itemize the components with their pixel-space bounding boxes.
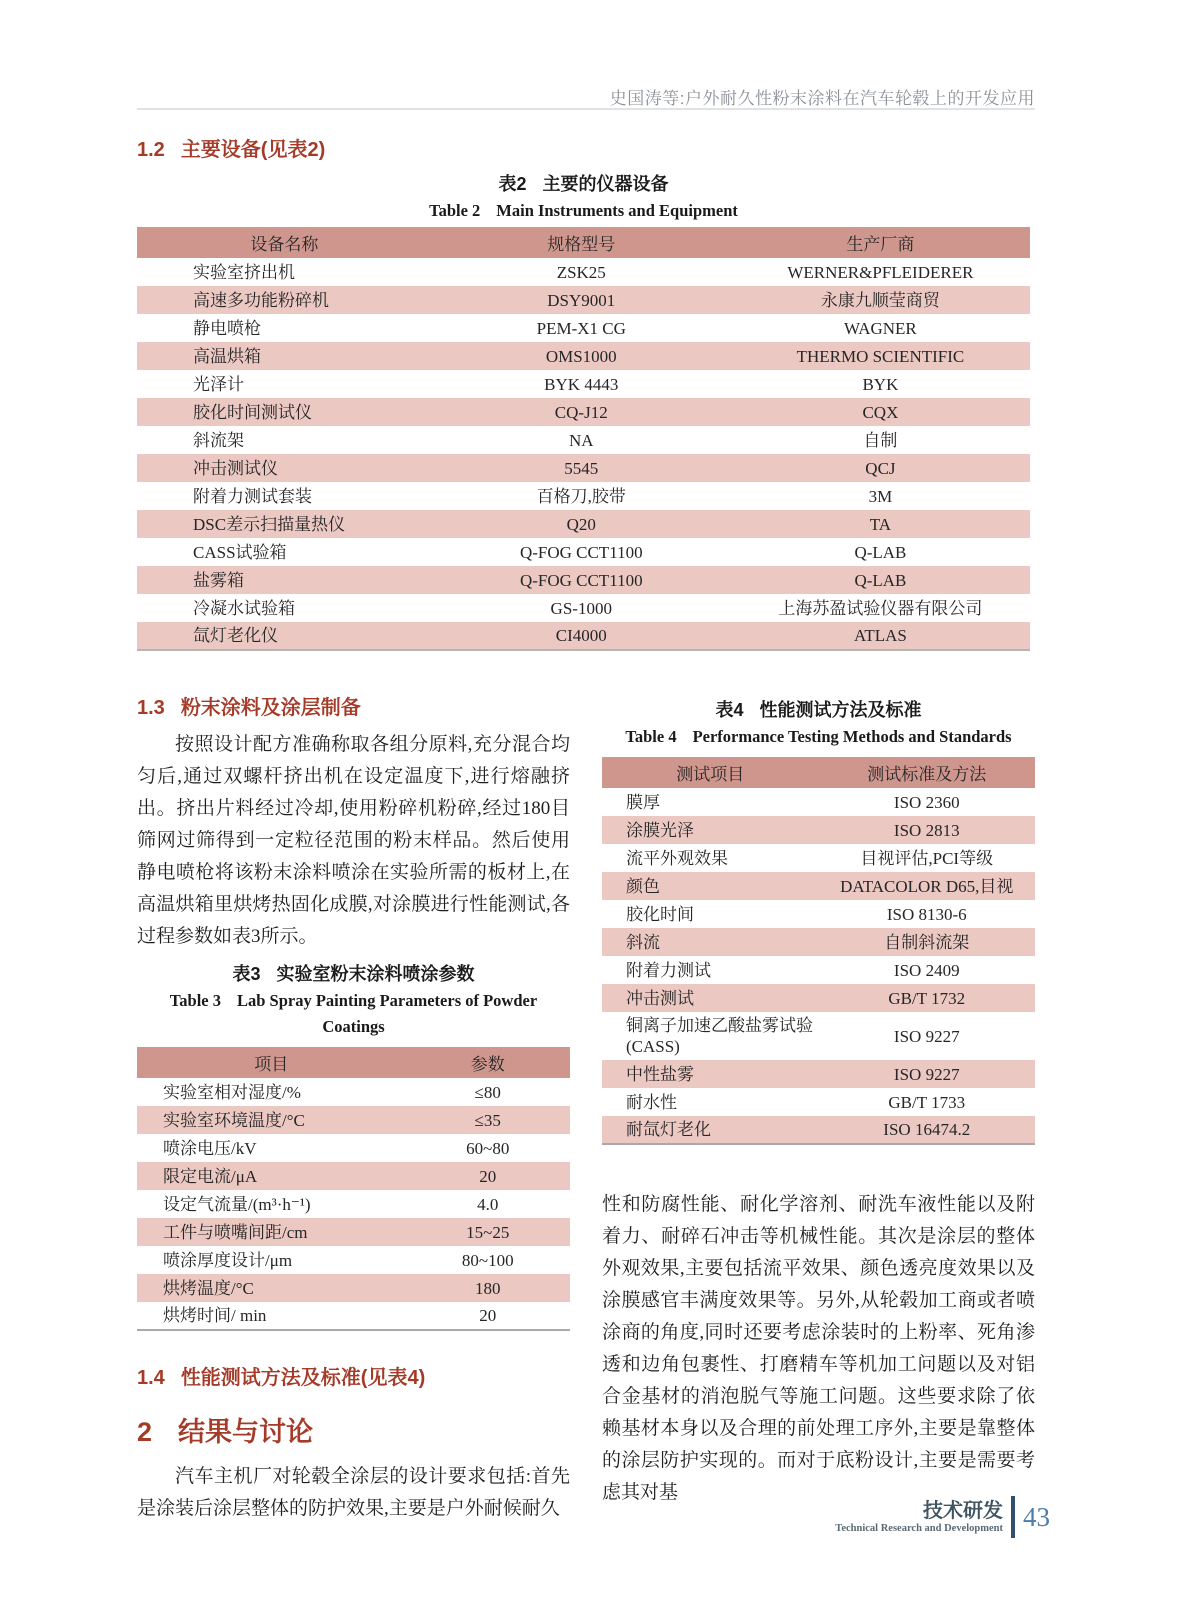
test-standard-cell: ISO 9227 xyxy=(893,1026,960,1046)
equipment-table-row xyxy=(137,622,1030,650)
left-column xyxy=(137,695,570,1525)
equipment-table-row xyxy=(137,594,1030,622)
testing-methods-row xyxy=(602,984,1035,1012)
manufacturer-cell: WAGNER xyxy=(844,318,917,338)
section-number: 1.4 xyxy=(137,1367,165,1389)
testing-methods-row xyxy=(602,900,1035,928)
spray-parameters-header-row xyxy=(137,1047,570,1078)
table3-label-en: Table 3 xyxy=(169,991,221,1010)
test-item-cell: 冲击测试 xyxy=(602,984,819,1012)
parameter-item-cell: 设定气流量/(m³·h⁻¹) xyxy=(163,1194,311,1214)
spray-parameters-table xyxy=(137,1047,570,1331)
table4-caption-en xyxy=(602,724,1035,750)
page-footer xyxy=(690,1496,1050,1538)
device-name-cell: 附着力测试套装 xyxy=(193,486,312,506)
device-name-cell: CASS试验箱 xyxy=(193,542,287,562)
equipment-table-row xyxy=(137,426,1030,454)
manufacturer-cell: 上海苏盈试验仪器有限公司 xyxy=(778,598,983,618)
equipment-table-row xyxy=(137,370,1030,398)
spray-parameters-row xyxy=(137,1302,570,1330)
equipment-table-row xyxy=(137,314,1030,342)
testing-methods-row xyxy=(602,844,1035,872)
table3-caption-en xyxy=(137,988,570,1040)
manufacturer-cell: THERMO SCIENTIFIC xyxy=(731,342,1030,370)
manufacturer-cell: Q-LAB xyxy=(731,566,1030,594)
footer-column-en: Technical Research and Development xyxy=(835,1522,1003,1534)
spray-parameters-row xyxy=(137,1162,570,1190)
test-standard-cell: ISO 9227 xyxy=(819,1060,1036,1088)
testing-methods-row xyxy=(602,956,1035,984)
parameter-value-cell: 60~80 xyxy=(466,1138,510,1158)
column-header-device-name: 设备名称 xyxy=(137,227,432,258)
testing-methods-table xyxy=(602,757,1035,1145)
test-item-cell: 斜流 xyxy=(602,928,819,956)
spray-parameters-row xyxy=(137,1078,570,1106)
preparation-paragraph: 按照设计配方准确称取各组分原料,充分混合均匀后,通过双螺杆挤出机在设定温度下,进行熔融挤出。挤出片料经过冷却,使用粉碎机粉碎,经过180目筛网过筛得到一定粒径范围的粉末样品。然后使用静电喷枪将该粉末涂料喷涂在实验所需的板材上,在高温烘箱里烘烤热固化成膜,对涂膜进行性能测试,各过程参数如表3所示。 xyxy=(137,734,570,947)
test-standard-cell: GB/T 1733 xyxy=(888,1092,966,1112)
equipment-table-row xyxy=(137,286,1030,314)
model-cell: DSY9001 xyxy=(432,286,731,314)
equipment-table-row xyxy=(137,538,1030,566)
test-item-cell: 耐水性 xyxy=(626,1092,677,1112)
parameter-item-cell: 限定电流/μA xyxy=(137,1162,405,1190)
section-number: 1.3 xyxy=(137,697,165,719)
test-item-cell: 流平外观效果 xyxy=(626,848,728,868)
test-standard-cell: ISO 2409 xyxy=(893,960,960,980)
section-title: 性能测试方法及标准(见表4) xyxy=(180,1367,426,1389)
table4-label-en: Table 4 xyxy=(625,727,677,746)
test-item-cell: 膜厚 xyxy=(626,792,660,812)
model-cell: Q20 xyxy=(432,510,731,538)
device-name-cell: 实验室挤出机 xyxy=(193,262,295,282)
table4-title-cn: 性能测试方法及标准 xyxy=(759,700,922,720)
parameter-item-cell: 喷涂电压/kV xyxy=(163,1138,257,1158)
model-cell: GS-1000 xyxy=(550,598,612,618)
section-heading-1-4 xyxy=(137,1365,570,1391)
device-name-cell: 冲击测试仪 xyxy=(137,454,432,482)
manufacturer-cell: QCJ xyxy=(731,454,1030,482)
testing-methods-row xyxy=(602,928,1035,956)
test-standard-cell: GB/T 1732 xyxy=(819,984,1036,1012)
running-title: 史国涛等:户外耐久性粉末涂料在汽车轮毂上的开发应用 xyxy=(609,89,1035,108)
device-name-cell: 静电喷枪 xyxy=(193,318,261,338)
section-title: 粉末涂料及涂层制备 xyxy=(180,697,361,719)
equipment-table-row xyxy=(137,258,1030,286)
section-heading-1-3 xyxy=(137,695,570,721)
footer-column-labels xyxy=(835,1500,1003,1535)
test-item-cell: 涂膜光泽 xyxy=(602,816,819,844)
column-header-item: 项目 xyxy=(137,1047,405,1078)
manufacturer-cell: BYK xyxy=(862,374,899,394)
test-item-cell: 中性盐雾 xyxy=(602,1060,819,1088)
test-standard-cell: 自制斜流架 xyxy=(819,928,1036,956)
test-item-cell: 颜色 xyxy=(602,872,819,900)
device-name-cell: 光泽计 xyxy=(193,374,244,394)
test-item-cell: 附着力测试 xyxy=(626,960,711,980)
right-column xyxy=(602,697,1035,1509)
table3-captions xyxy=(137,961,570,1040)
equipment-table xyxy=(137,227,1030,651)
test-standard-cell: ISO 2813 xyxy=(819,816,1036,844)
results-paragraph-left: 汽车主机厂对轮毂全涂层的设计要求包括:首先是涂装后涂层整体的防护效果,主要是户外耐候耐久 xyxy=(137,1466,570,1519)
device-name-cell: 高温烘箱 xyxy=(137,342,432,370)
spray-parameters-row xyxy=(137,1190,570,1218)
parameter-item-cell: 工件与喷嘴间距/cm xyxy=(137,1218,405,1246)
spray-parameters-row xyxy=(137,1106,570,1134)
test-standard-cell: 目视评估,PCI等级 xyxy=(860,848,994,868)
section-number: 2 xyxy=(137,1417,153,1447)
test-item-cell: 耐氙灯老化 xyxy=(602,1116,819,1144)
test-item-cell: 铜离子加速乙酸盐雾试验(CASS) xyxy=(626,1016,813,1056)
testing-methods-row xyxy=(602,1012,1035,1060)
table2-label-en: Table 2 xyxy=(429,201,481,220)
equipment-table-row xyxy=(137,482,1030,510)
section-number: 1.2 xyxy=(137,139,165,161)
testing-methods-row xyxy=(602,1116,1035,1144)
section-heading-2 xyxy=(137,1415,570,1449)
spray-parameters-row xyxy=(137,1218,570,1246)
model-cell: Q-FOG CCT1100 xyxy=(519,542,643,562)
testing-methods-row xyxy=(602,1060,1035,1088)
table2-label-cn: 表2 xyxy=(498,174,527,194)
test-standard-cell: DATACOLOR D65,目视 xyxy=(819,872,1036,900)
page-number: 43 xyxy=(1023,1501,1050,1532)
column-header-standard: 测试标准及方法 xyxy=(819,757,1036,788)
testing-methods-row xyxy=(602,816,1035,844)
column-header-test-item: 测试项目 xyxy=(602,757,819,788)
spray-parameters-row xyxy=(137,1134,570,1162)
column-header-manufacturer: 生产厂商 xyxy=(731,227,1030,258)
parameter-item-cell: 烘烤时间/ min xyxy=(163,1306,267,1325)
device-name-cell: 斜流架 xyxy=(193,430,244,450)
model-cell: ZSK25 xyxy=(556,262,606,282)
spray-parameters-row xyxy=(137,1274,570,1302)
manufacturer-cell: TA xyxy=(731,510,1030,538)
manufacturer-cell: CQX xyxy=(731,398,1030,426)
test-standard-cell: ISO 8130-6 xyxy=(886,904,967,924)
equipment-table-row xyxy=(137,342,1030,370)
parameter-value-cell: ≤35 xyxy=(405,1106,570,1134)
model-cell: Q-FOG CCT1100 xyxy=(432,566,731,594)
equipment-table-row xyxy=(137,454,1030,482)
testing-methods-header-row xyxy=(602,757,1035,788)
device-name-cell: 高速多功能粉碎机 xyxy=(137,286,432,314)
parameter-value-cell: 15~25 xyxy=(405,1218,570,1246)
table3-caption-cn xyxy=(137,961,570,987)
parameter-value-cell: 180 xyxy=(405,1274,570,1302)
column-header-model: 规格型号 xyxy=(432,227,731,258)
section-heading-1-2 xyxy=(137,137,325,163)
manufacturer-cell: 3M xyxy=(868,486,893,506)
model-cell: 百格刀,胶带 xyxy=(536,486,626,506)
model-cell: CI4000 xyxy=(432,622,731,650)
model-cell: BYK 4443 xyxy=(544,374,619,394)
parameter-item-cell: 实验室环境温度/°C xyxy=(137,1106,405,1134)
device-name-cell: 盐雾箱 xyxy=(137,566,432,594)
device-name-cell: 冷凝水试验箱 xyxy=(193,598,295,618)
parameter-item-cell: 喷涂厚度设计/μm xyxy=(163,1250,293,1270)
table2-caption-cn xyxy=(137,171,1030,197)
testing-methods-row xyxy=(602,788,1035,816)
table3-title-en: Lab Spray Painting Parameters of Powder Coatings xyxy=(237,991,538,1036)
equipment-table-wrap xyxy=(137,227,1030,651)
column-header-parameter: 参数 xyxy=(405,1047,570,1078)
section-title: 主要设备(见表2) xyxy=(180,139,326,161)
equipment-table-header-row xyxy=(137,227,1030,258)
test-standard-cell: ISO 16474.2 xyxy=(819,1116,1036,1144)
model-cell: CQ-J12 xyxy=(432,398,731,426)
results-paragraph-right: 性和防腐性能、耐化学溶剂、耐洗车液性能以及附着力、耐碎石冲击等机械性能。其次是涂层的整体外观效果,主要包括流平效果、颜色透亮度效果以及涂膜感官丰满度效果等。另外,从轮毂加工商或者喷涂商的角度,同时还要考虑涂装时的上粉率、死角渗透和边角包裹性、打磨精车等机加工问题以及对铝合金基材的消泡脱气等施工问题。这些要求除了依赖基材本身以及合理的前处理工序外,主要是靠整体的涂层防护实现的。而对于底粉设计,主要是需要考虑其对基 xyxy=(602,1194,1035,1503)
equipment-table-row xyxy=(137,510,1030,538)
section-title: 结果与讨论 xyxy=(178,1417,314,1447)
table2-title-en: Main Instruments and Equipment xyxy=(496,201,738,220)
parameter-value-cell: 80~100 xyxy=(461,1250,514,1270)
model-cell: OMS1000 xyxy=(432,342,731,370)
device-name-cell: DSC差示扫描量热仪 xyxy=(137,510,432,538)
parameter-item-cell: 烘烤温度/°C xyxy=(137,1274,405,1302)
table4-label-cn: 表4 xyxy=(715,700,744,720)
testing-methods-row xyxy=(602,872,1035,900)
table4-caption-cn xyxy=(602,697,1035,723)
test-item-cell: 胶化时间 xyxy=(626,904,694,924)
table3-label-cn: 表3 xyxy=(232,964,261,984)
parameter-value-cell: 20 xyxy=(405,1162,570,1190)
table2-title-cn: 主要的仪器设备 xyxy=(542,174,669,194)
equipment-table-row xyxy=(137,398,1030,426)
manufacturer-cell: WERNER&PFLEIDERER xyxy=(787,262,974,282)
header-rule xyxy=(137,108,1035,110)
manufacturer-cell: 自制 xyxy=(863,430,898,450)
parameter-item-cell: 实验室相对湿度/% xyxy=(163,1082,301,1102)
model-cell: NA xyxy=(568,430,594,450)
testing-methods-row xyxy=(602,1088,1035,1116)
manufacturer-cell: ATLAS xyxy=(731,622,1030,650)
device-name-cell: 氙灯老化仪 xyxy=(137,622,432,650)
equipment-table-row xyxy=(137,566,1030,594)
table4-title-en: Performance Testing Methods and Standards xyxy=(692,727,1012,746)
model-cell: PEM-X1 CG xyxy=(536,318,626,338)
parameter-value-cell: 20 xyxy=(479,1306,497,1325)
parameter-value-cell: ≤80 xyxy=(474,1082,501,1102)
footer-column-cn: 技术研发 xyxy=(923,1499,1003,1522)
footer-divider-bar xyxy=(1011,1496,1015,1538)
table3-title-cn: 实验室粉末涂料喷涂参数 xyxy=(276,964,475,984)
model-cell: 5545 xyxy=(432,454,731,482)
device-name-cell: 胶化时间测试仪 xyxy=(137,398,432,426)
test-standard-cell: ISO 2360 xyxy=(893,792,960,812)
spray-parameters-row xyxy=(137,1246,570,1274)
parameter-value-cell: 4.0 xyxy=(477,1194,499,1214)
table2-caption-en xyxy=(137,198,1030,224)
manufacturer-cell: Q-LAB xyxy=(854,542,907,562)
manufacturer-cell: 永康九顺莹商贸 xyxy=(731,286,1030,314)
